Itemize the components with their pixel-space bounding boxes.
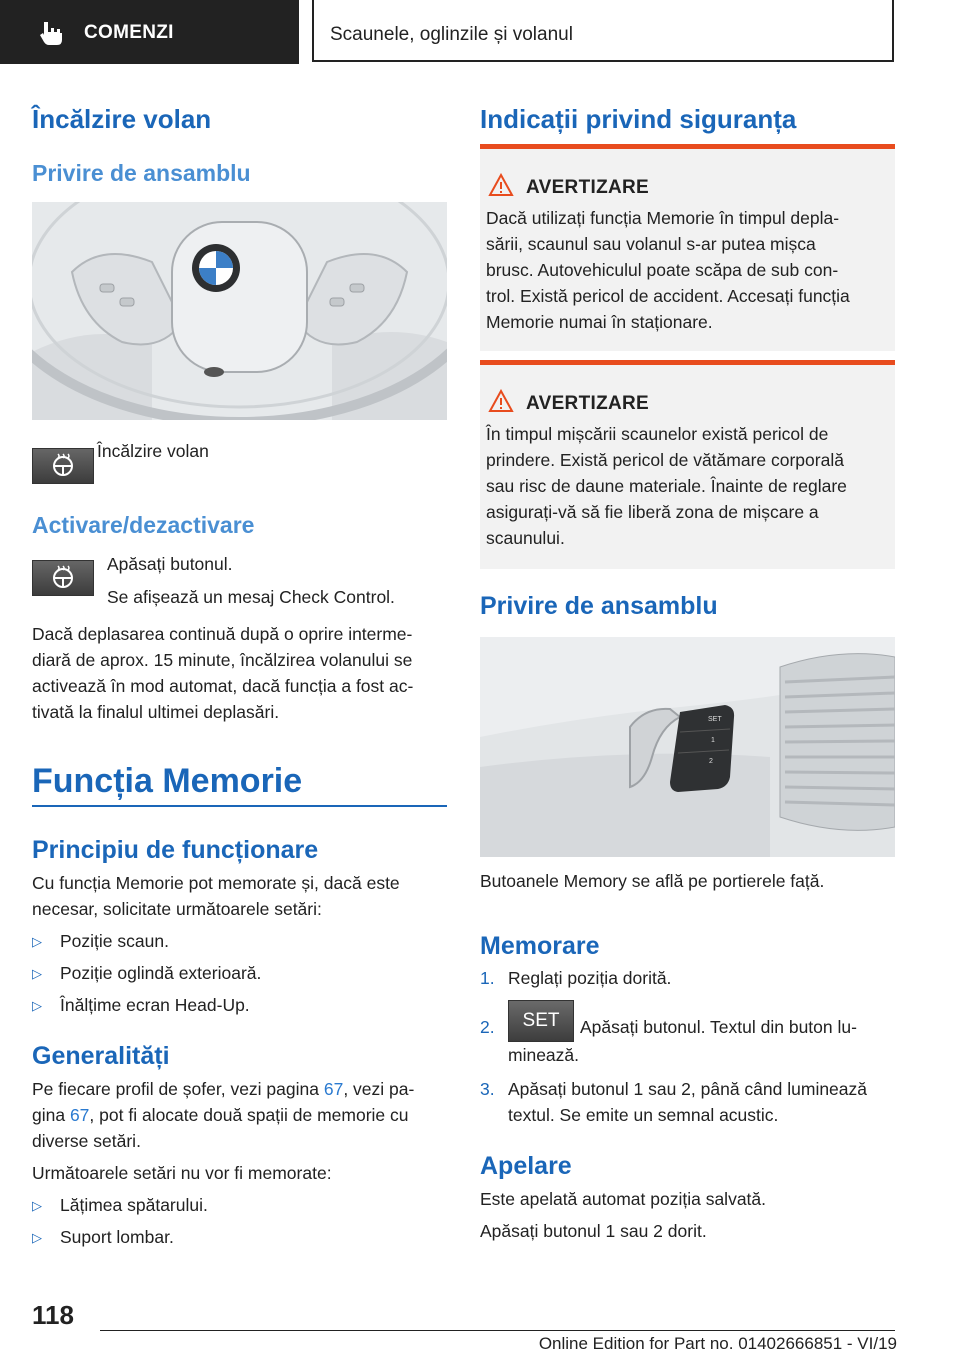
warning-triangle-icon [488,173,514,202]
title-rule [32,805,447,807]
page-header [0,0,960,66]
principle-heading: Principiu de funcționare [32,836,319,864]
section-tab-label: Scaunele, oglinzile și volanul [330,24,573,45]
warning-triangle-icon [488,389,514,418]
chapter-tab-commands[interactable] [0,0,299,64]
triangle-bullet-icon: ▷ [32,934,42,949]
not-saved-list [32,1192,447,1256]
triangle-bullet-icon: ▷ [32,1230,42,1245]
store-step-2-line2: minează. [508,1045,580,1065]
list-item: ▷ Poziție scaun. [32,928,447,960]
general-paragraph: Pe fiecare profil de șofer, vezi pagina 67, vezi pa- gina 67, pot fi alocate două spații de memorie cu diverse setări. [32,1079,415,1151]
door-label-2: 2 [709,758,713,765]
triangle-bullet-icon: ▷ [32,1198,42,1213]
overview-heading: Privire de ansamblu [32,160,251,186]
section-tab-seats[interactable] [312,0,894,62]
set-button-icon: SET [508,1000,574,1042]
store-heading: Memorare [480,932,600,960]
warning-text: Dacă utilizați funcția Memorie în timpul depla- sării, scaunul sau volanul s-ar putea mișca brusc. Autovehiculul poate scăpa de sub con- trol. Există pericol de accident. Accesați funcția Memorie numai în staționare. [486,208,850,332]
store-step-2-number: 2. [480,1017,495,1037]
triangle-bullet-icon: ▷ [32,998,42,1013]
chapter-tab-label: COMENZI [84,22,174,43]
air-vent [780,654,895,831]
door-label-1: 1 [711,737,715,744]
store-step-3: 3. Apăsați butonul 1 sau 2, până când luminează textul. Se emite un semnal acustic. [480,1079,868,1125]
steering-wheel-image [32,202,447,420]
list-item: ▷ Suport lombar. [32,1224,447,1256]
footer-rule [100,1330,895,1331]
heated-wheel-toggle-icon [32,560,94,596]
toggle-paragraph: Dacă deplasarea continuă după o oprire interme- diară de aprox. 15 minute, încălzirea volanului se activează în mod automat, dacă funcția a fost ac- tivată la finalul ultimei deplasări. [32,624,414,722]
store-step-2-line1: Apăsați butonul. Textul din buton lu- [580,1017,857,1037]
hand-pointer-icon [38,20,66,51]
page-number: 118 [32,1300,74,1330]
toggle-heading: Activare/dezactivare [32,512,255,538]
toggle-step-1: Apăsați butonul. [107,554,233,574]
principle-list [32,928,447,1024]
not-saved-intro: Următoarele setări nu vor fi memorate: [32,1163,332,1183]
toggle-step-2: Se afișează un mesaj Check Control. [107,587,395,607]
store-step-1: 1. Reglați poziția dorită. [480,968,672,988]
list-item: ▷ Lățimea spătarului. [32,1192,447,1224]
warning-title: AVERTIZARE [526,393,649,414]
page-link-67[interactable]: 67 [323,1079,344,1099]
list-item: ▷ Înălțime ecran Head-Up. [32,992,447,1024]
image-caption: Butoanele Memory se află pe portierele față. [480,871,825,891]
list-item: ▷ Poziție oglindă exterioară. [32,960,447,992]
page-link-67[interactable]: 67 [69,1105,90,1125]
icon-caption: Încălzire volan [97,441,209,461]
recall-paragraph: Este apelată automat poziția salvată. Apăsați butonul 1 sau 2 dorit. [480,1189,767,1241]
safety-heading: Indicații privind siguranța [480,104,797,134]
warning-title: AVERTIZARE [526,177,649,198]
recall-heading: Apelare [480,1152,572,1180]
overview-heading-right: Privire de ansamblu [480,592,718,620]
general-heading: Generalități [32,1042,170,1070]
door-label-set: SET [708,716,722,723]
triangle-bullet-icon: ▷ [32,966,42,981]
heated-wheel-title: Încălzire volan [32,104,212,134]
warning-box-1 [480,144,895,351]
edition-note: Online Edition for Part no. 01402666851 - VI/19 [538,1334,897,1353]
door-buttons-image [480,637,895,857]
warning-text: În timpul mișcării scaunelor există pericol de prindere. Există pericol de vătămare corporală sau risc de daune materiale. Înainte de reglare asigurați-vă să fie liberă zona de mișcare a scaunului. [486,424,847,548]
heated-wheel-button-icon [32,448,94,484]
principle-paragraph: Cu funcția Memorie pot memorate și, dacă este necesar, solicitate următoarele setări: [32,873,400,919]
memory-function-title: Funcția Memorie [32,762,303,800]
warning-box-2 [480,360,895,569]
